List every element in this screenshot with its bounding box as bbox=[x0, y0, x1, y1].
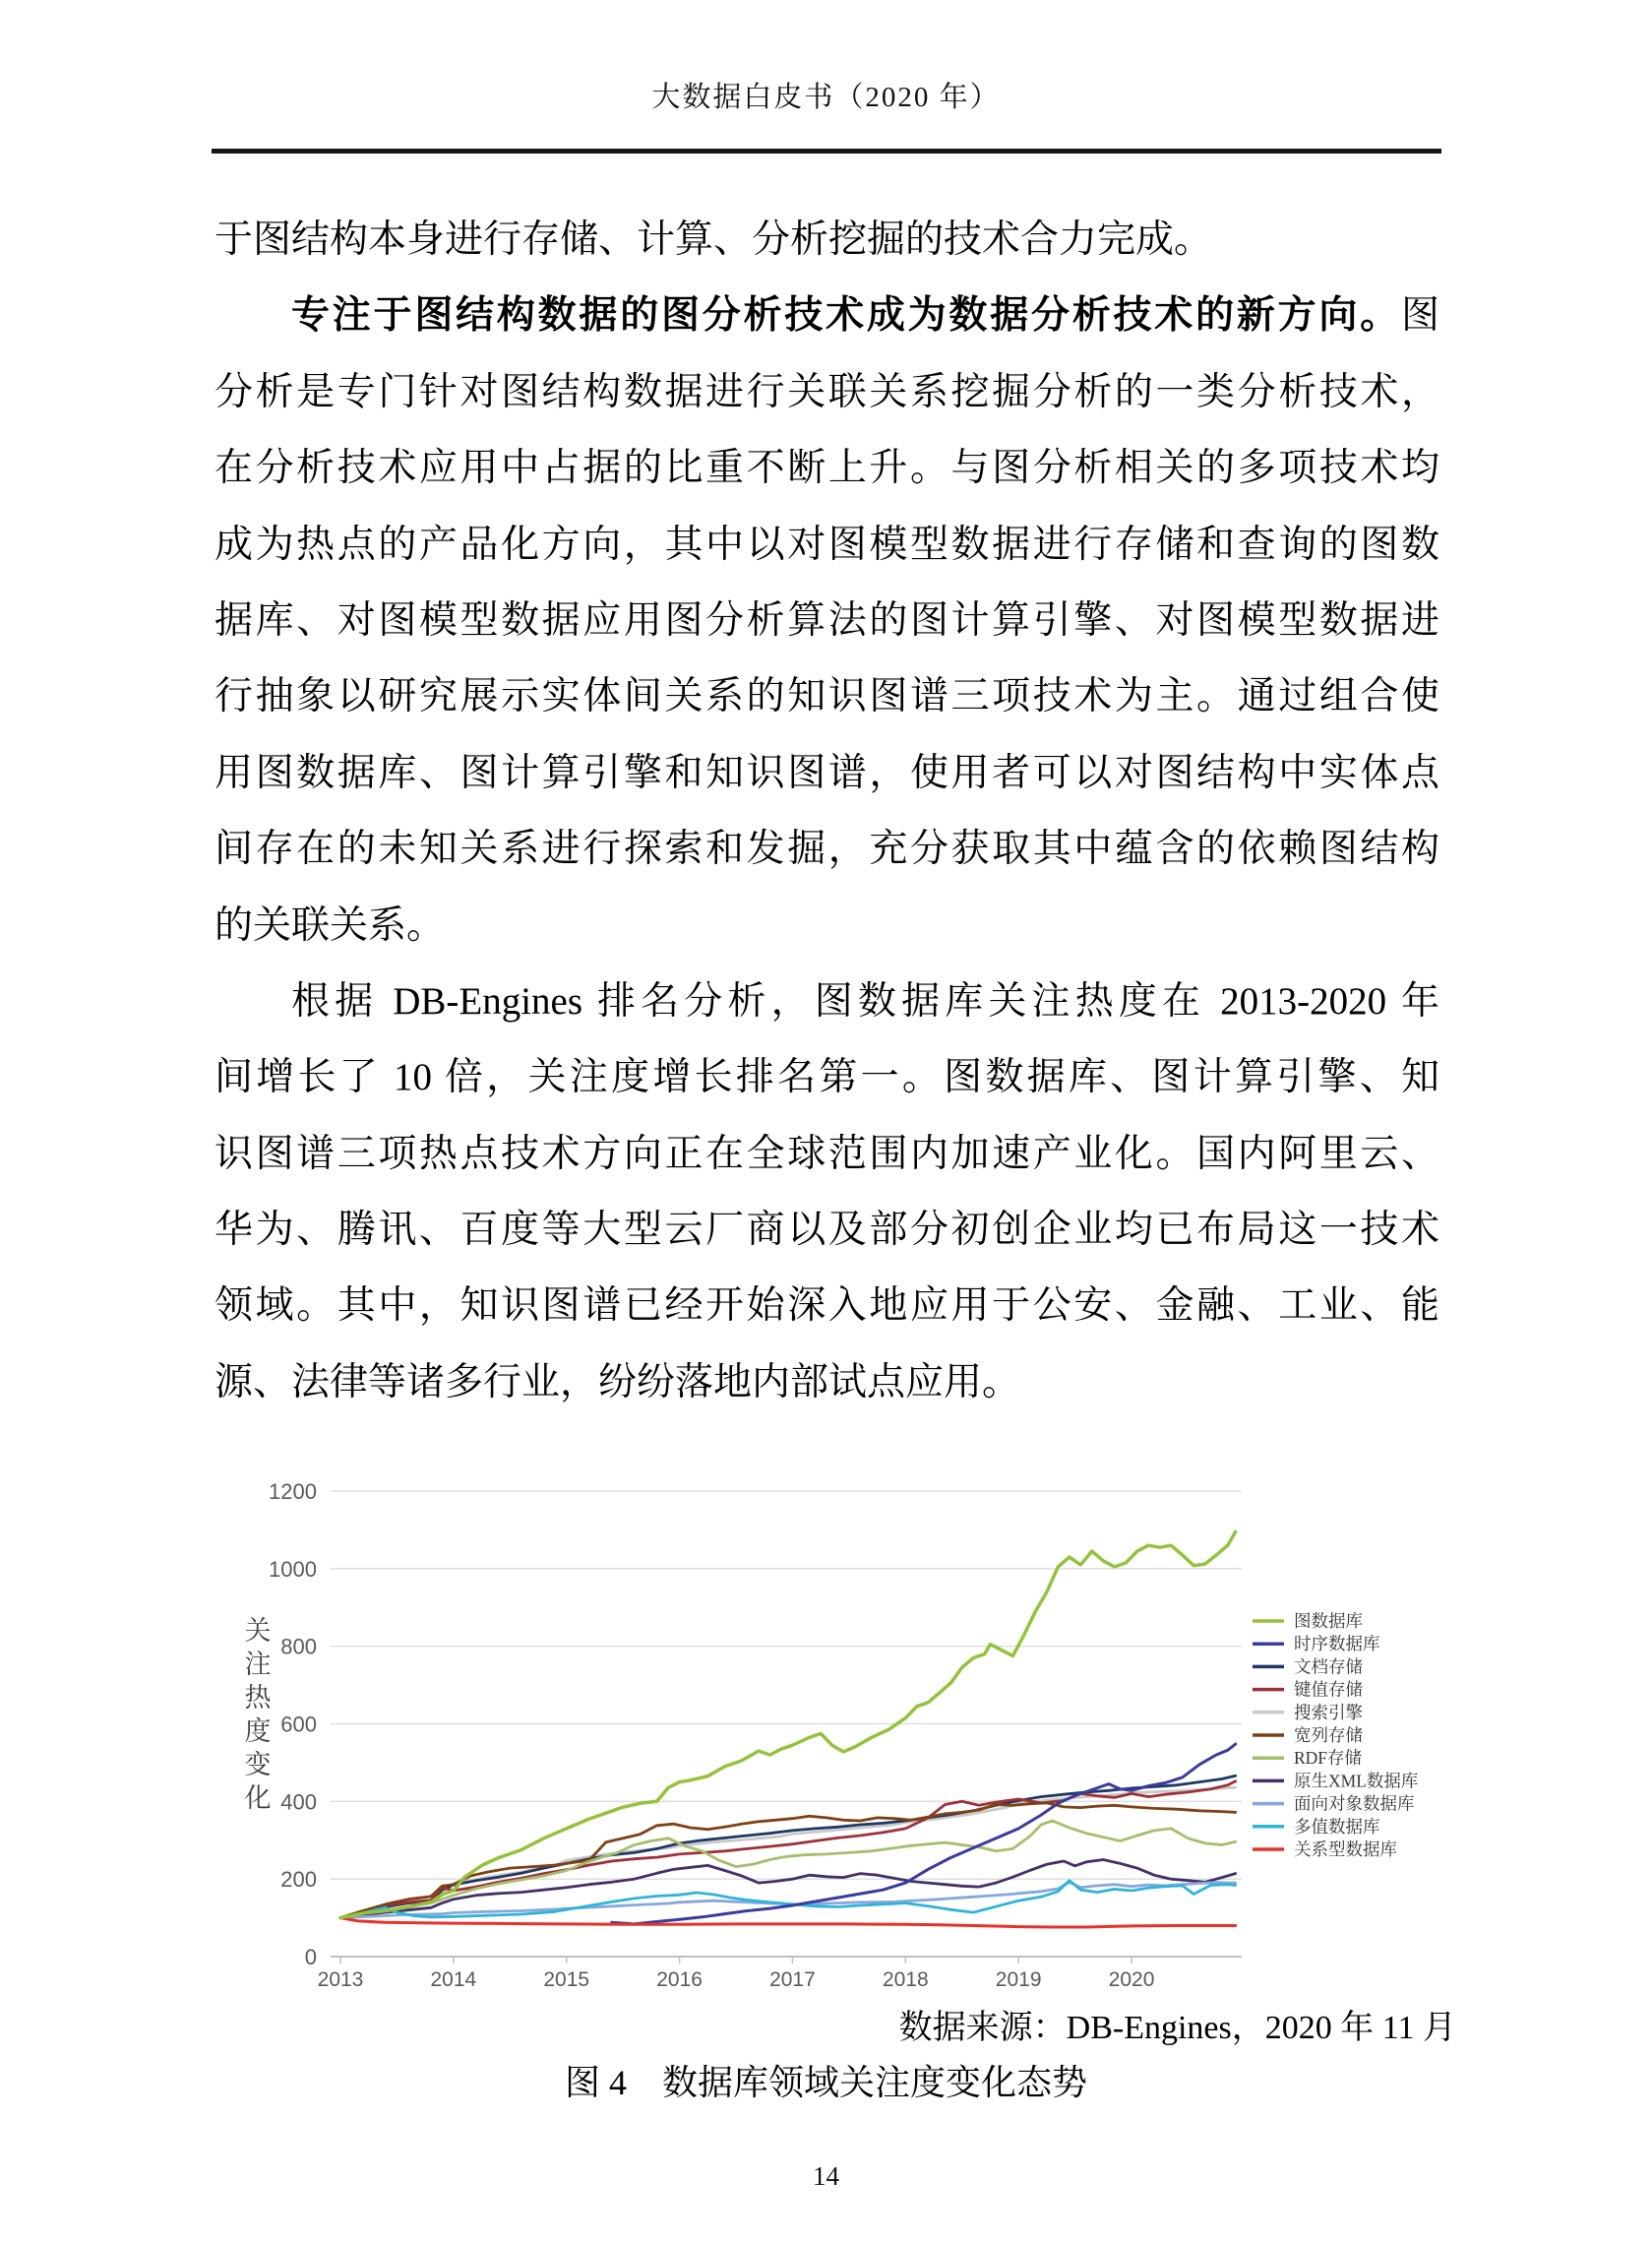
legend-label: 多值数据库 bbox=[1294, 1816, 1380, 1837]
body-line: 用图数据库、图计算引擎和知识图谱，使用者可以对图结构中实体点 bbox=[214, 751, 1439, 794]
x-tick-label: 2018 bbox=[882, 1968, 929, 1991]
y-tick-label: 1200 bbox=[269, 1479, 317, 1504]
header-rule bbox=[212, 149, 1441, 154]
body-line: 识图谱三项热点技术方向正在全球范围内加速产业化。国内阿里云、 bbox=[214, 1132, 1439, 1175]
body-line: 间增长了 10 倍，关注度增长排名第一。图数据库、图计算引擎、知 bbox=[214, 1056, 1439, 1099]
page-header-title: 大数据白皮书（2020 年） bbox=[651, 82, 1001, 113]
page-number: 14 bbox=[813, 2161, 839, 2191]
y-axis-title-char: 度 bbox=[244, 1716, 272, 1746]
x-tick-label: 2020 bbox=[1108, 1968, 1155, 1991]
x-tick-label: 2015 bbox=[543, 1968, 590, 1991]
series-line bbox=[340, 1918, 1236, 1927]
legend-label: 关系型数据库 bbox=[1294, 1839, 1397, 1859]
body-line: 专注于图结构数据的图分析技术成为数据分析技术的新方向。图 bbox=[291, 294, 1439, 338]
figure-source-note: 数据来源：DB-Engines，2020 年 11 月 bbox=[898, 2010, 1456, 2046]
figure-chart bbox=[167, 1425, 1456, 1991]
body-line: 领域。其中，知识图谱已经开始深入地应用于公安、金融、工业、能 bbox=[214, 1284, 1439, 1328]
body-line: 的关联关系。 bbox=[214, 903, 446, 947]
legend-label: 面向对象数据库 bbox=[1294, 1793, 1415, 1814]
legend-label: 宽列存储 bbox=[1294, 1725, 1363, 1745]
figure-caption: 图 4 数据库领域关注度变化态势 bbox=[564, 2063, 1087, 2102]
body-text bbox=[214, 202, 1439, 1420]
legend-label: 键值存储 bbox=[1294, 1679, 1363, 1700]
bold-text-segment: 专注于图结构数据的图分析技术成为数据分析技术的新方向。 bbox=[291, 294, 1401, 338]
y-axis-title-char: 热 bbox=[244, 1683, 272, 1713]
legend-label: RDF存储 bbox=[1294, 1748, 1363, 1769]
x-tick-label: 2014 bbox=[430, 1968, 477, 1991]
legend-label: 文档存储 bbox=[1294, 1656, 1363, 1677]
y-tick-label: 200 bbox=[280, 1867, 317, 1893]
y-tick-label: 0 bbox=[304, 1945, 317, 1969]
y-axis-title-char: 变 bbox=[244, 1750, 272, 1779]
body-line: 根据 DB-Engines 排名分析，图数据库关注热度在 2013-2020 年 bbox=[291, 979, 1439, 1023]
body-line: 行抽象以研究展示实体间关系的知识图谱三项技术为主。通过组合使 bbox=[214, 675, 1439, 718]
y-tick-label: 1000 bbox=[269, 1556, 317, 1582]
y-axis-title-char: 关 bbox=[244, 1616, 272, 1646]
body-line: 间存在的未知关系进行探索和发掘，充分获取其中蕴含的依赖图结构 bbox=[214, 828, 1439, 871]
y-axis-title-char: 化 bbox=[244, 1783, 272, 1813]
y-tick-label: 600 bbox=[280, 1712, 317, 1737]
y-tick-label: 400 bbox=[280, 1789, 317, 1815]
x-tick-label: 2013 bbox=[317, 1968, 364, 1991]
body-line: 分析是专门针对图结构数据进行关联关系挖掘分析的一类分析技术， bbox=[214, 370, 1439, 413]
y-tick-label: 800 bbox=[280, 1634, 317, 1659]
body-line: 在分析技术应用中占据的比重不断上升。与图分析相关的多项技术均 bbox=[214, 447, 1439, 490]
trend-line-chart bbox=[167, 1425, 1456, 1991]
legend-label: 图数据库 bbox=[1294, 1611, 1363, 1631]
body-line: 于图结构本身进行存储、计算、分析挖掘的技术合力完成。 bbox=[214, 218, 1213, 261]
x-tick-label: 2016 bbox=[656, 1968, 703, 1991]
body-line: 华为、腾讯、百度等大型云厂商以及部分初创企业均已布局这一技术 bbox=[214, 1209, 1439, 1252]
legend-label: 时序数据库 bbox=[1294, 1634, 1380, 1654]
legend-label: 原生XML数据库 bbox=[1294, 1771, 1419, 1791]
x-tick-label: 2019 bbox=[995, 1968, 1042, 1991]
body-line: 据库、对图模型数据应用图分析算法的图计算引擎、对图模型数据进 bbox=[214, 598, 1439, 642]
body-line: 成为热点的产品化方向，其中以对图模型数据进行存储和查询的图数 bbox=[214, 523, 1439, 566]
body-line: 源、法律等诸多行业，纷纷落地内部试点应用。 bbox=[214, 1360, 1021, 1403]
legend-label: 搜索引擎 bbox=[1294, 1702, 1363, 1722]
y-axis-title-char: 注 bbox=[244, 1650, 272, 1679]
x-tick-label: 2017 bbox=[769, 1968, 816, 1991]
